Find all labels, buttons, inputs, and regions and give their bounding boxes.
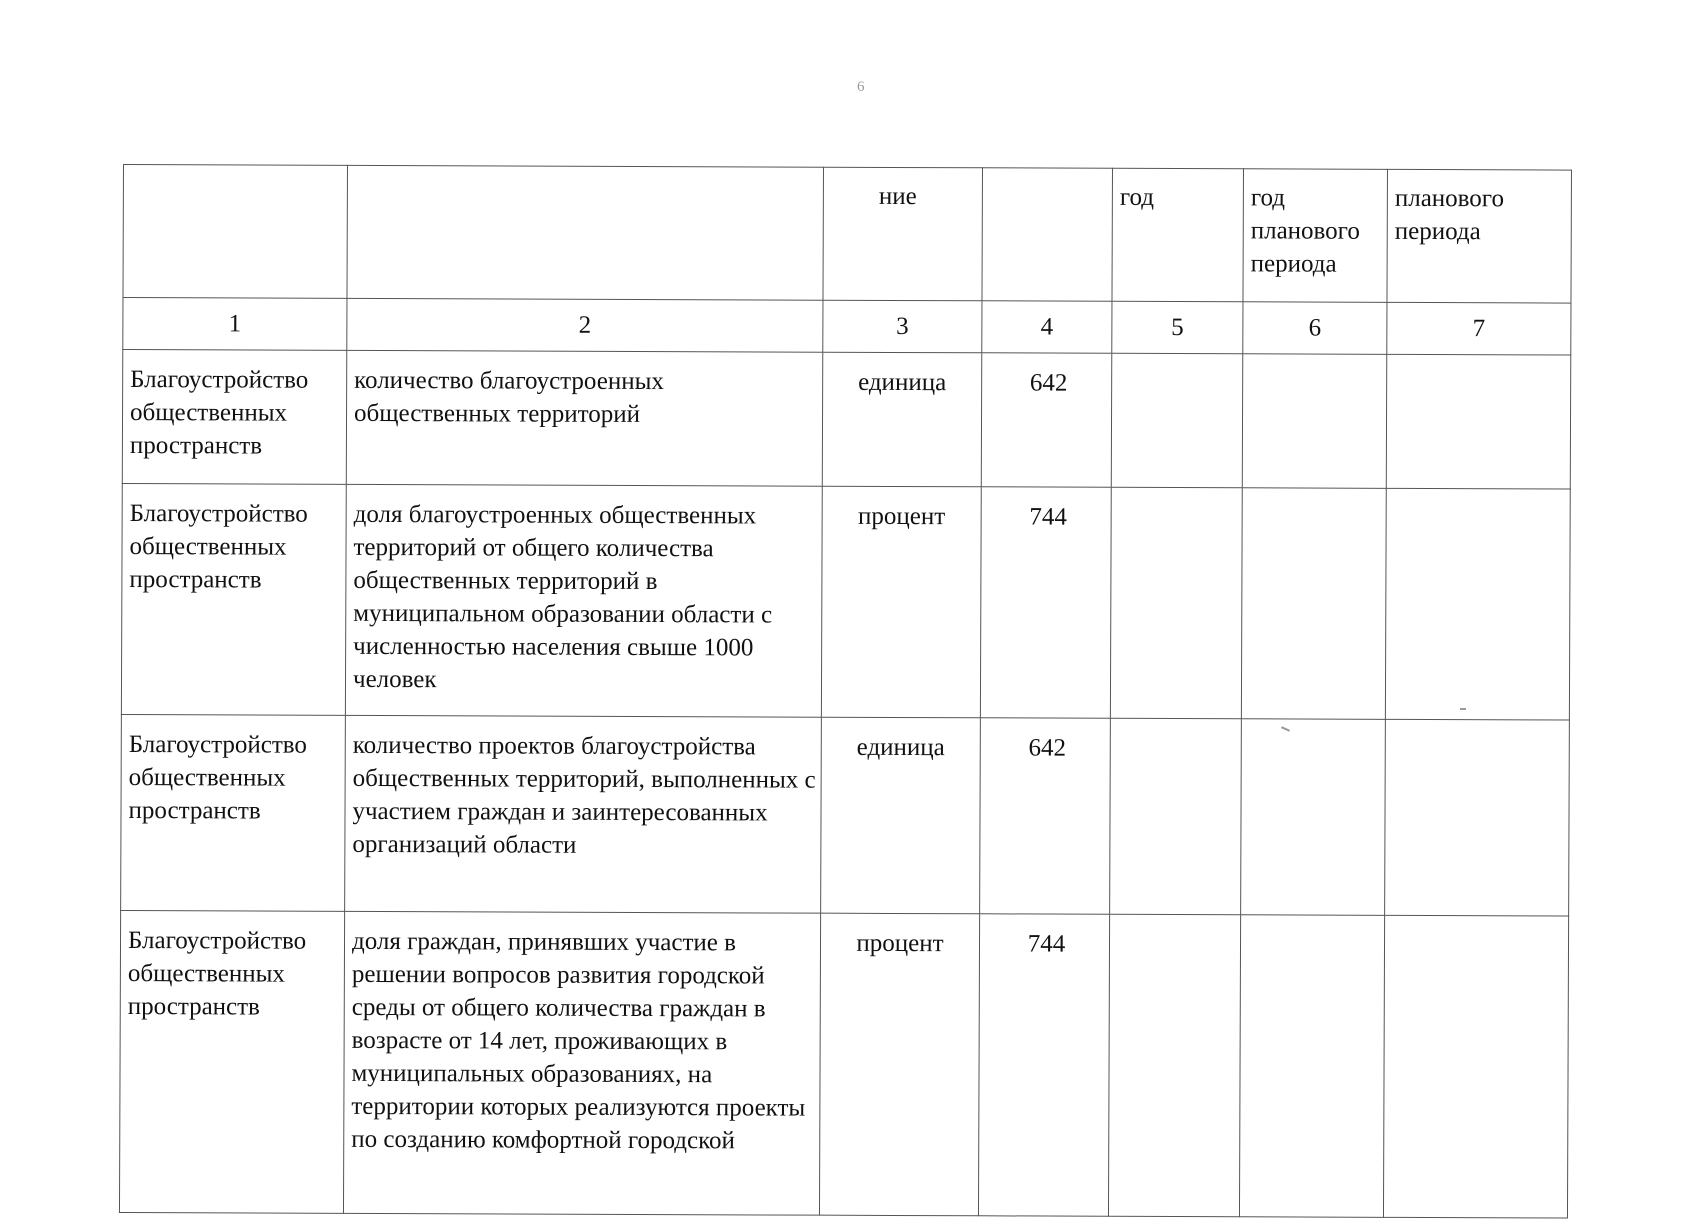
table-row bbox=[122, 350, 1571, 490]
header-cell-1 bbox=[123, 165, 348, 299]
table-row bbox=[121, 483, 1570, 720]
row-name: Благоустройство общественных пространств bbox=[119, 910, 344, 1213]
table-header-row bbox=[123, 165, 1572, 304]
column-number: 2 bbox=[347, 298, 823, 352]
table-row bbox=[121, 714, 1570, 916]
column-number: 5 bbox=[1112, 301, 1243, 354]
column-number: 4 bbox=[982, 301, 1112, 353]
scan-mark bbox=[1460, 708, 1466, 710]
column-number: 7 bbox=[1387, 302, 1571, 355]
indicator-description: количество проектов благоустройства общественных территорий, выполненных с участием граждан и заинтересованных организаций области bbox=[345, 715, 822, 913]
empty-cell bbox=[1385, 719, 1570, 916]
indicator-description: доля граждан, принявших участие в решении вопросов развития городской среды от общего количества граждан в возрасте от 14 лет, проживающих в муниципальных образованиях, на территории которых реализуются проекты по созданию комфортной городской bbox=[343, 911, 820, 1215]
indicator-table bbox=[119, 164, 1572, 1219]
column-number-row bbox=[123, 298, 1571, 356]
empty-cell bbox=[1241, 488, 1386, 720]
unit-code: 642 bbox=[980, 718, 1111, 914]
unit-of-measure: процент bbox=[819, 913, 979, 1216]
header-cell-2 bbox=[347, 165, 824, 300]
page-number: 6 bbox=[857, 79, 865, 95]
indicator-description: доля благоустроенных общественных территорий от общего количества общественных территорий в муниципальном образовании области с численностью населения свыше 1000 человек bbox=[345, 484, 822, 717]
unit-of-measure: процент bbox=[821, 486, 981, 718]
row-name: Благоустройство общественных пространств bbox=[121, 714, 346, 911]
unit-of-measure: единица bbox=[822, 352, 982, 487]
empty-cell bbox=[1111, 353, 1243, 488]
empty-cell bbox=[1110, 487, 1242, 719]
header-cell-6: год планового периода bbox=[1243, 169, 1388, 303]
empty-cell bbox=[1241, 719, 1386, 916]
empty-cell bbox=[1239, 915, 1384, 1218]
empty-cell bbox=[1386, 354, 1571, 489]
header-cell-7: планового периода bbox=[1387, 169, 1572, 303]
table-row bbox=[119, 910, 1568, 1218]
empty-cell bbox=[1110, 718, 1242, 915]
row-name: Благоустройство общественных пространств bbox=[122, 350, 347, 485]
header-cell-4 bbox=[982, 168, 1113, 301]
header-cell-5: год bbox=[1112, 168, 1244, 302]
column-number: 1 bbox=[123, 298, 347, 351]
indicator-description: количество благоустроенных общественных территорий bbox=[346, 350, 823, 486]
column-number: 3 bbox=[823, 300, 982, 353]
unit-code: 744 bbox=[978, 914, 1109, 1216]
row-name: Благоустройство общественных пространств bbox=[121, 483, 346, 715]
unit-code: 642 bbox=[981, 353, 1112, 487]
empty-cell bbox=[1108, 914, 1240, 1217]
unit-code: 744 bbox=[980, 487, 1111, 718]
unit-of-measure: единица bbox=[821, 717, 981, 914]
empty-cell bbox=[1242, 354, 1387, 489]
empty-cell bbox=[1383, 915, 1568, 1218]
empty-cell bbox=[1385, 488, 1570, 720]
column-number: 6 bbox=[1243, 302, 1387, 355]
header-cell-3: ние bbox=[823, 167, 983, 301]
